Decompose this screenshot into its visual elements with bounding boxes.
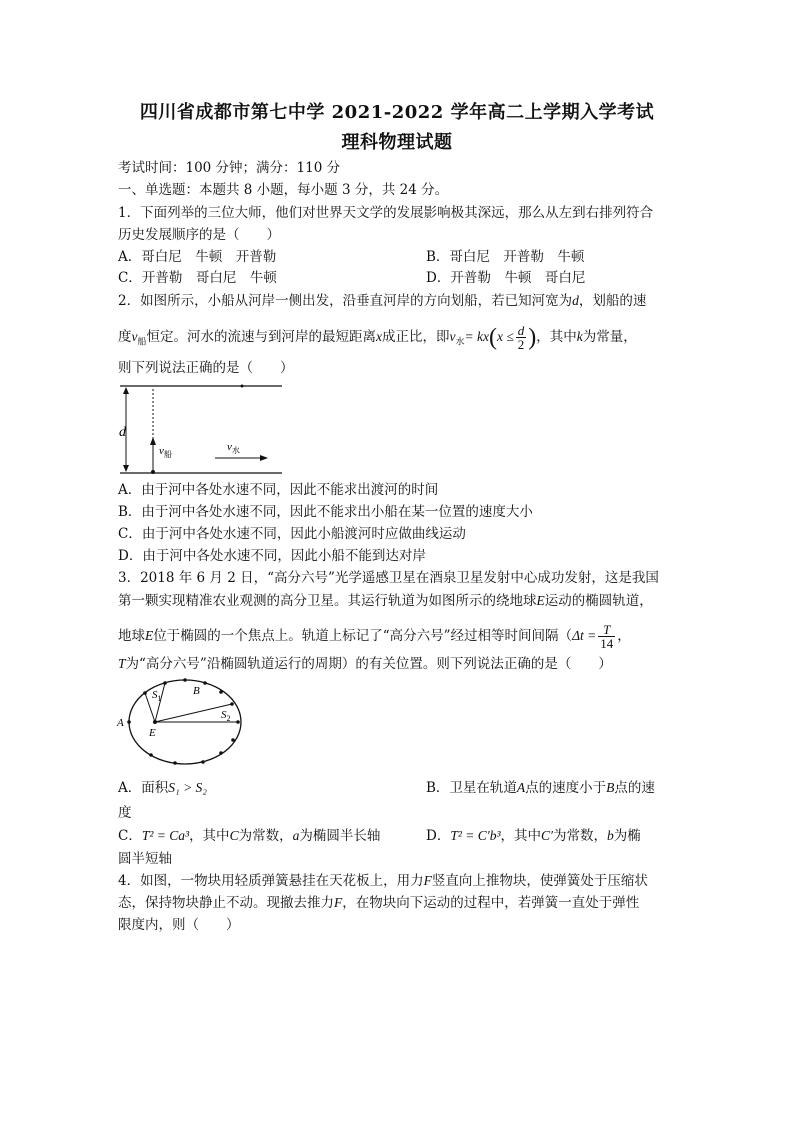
q2-stem-line2: 度$v_船$恒定。河水的流速与到河岸的最短距离x成正比，即$v_水= kx(x$ ≤ $\frac{d}{2}$ )，其中k为常量， (118, 323, 637, 352)
orbit-diagram (115, 676, 245, 772)
q1-stem-line2: 历史发展顺序的是（ ） (118, 227, 280, 243)
q1-stem-line1: 1．下面列举的三位大师，他们对世界天文学的发展影响极其深远，那么从左到右排列符合 (118, 205, 654, 221)
section-heading: 一、单选题：本题共 8 小题，每小题 3 分，共 24 分。 (118, 182, 449, 198)
exam-info: 考试时间：100 分钟；满分：110 分 (118, 160, 341, 176)
q3-option-b-wrap: 度 (118, 805, 132, 821)
river-diagram (115, 380, 285, 478)
q4-stem-line3: 限度内，则（ ） (118, 917, 240, 933)
area-s1-label: $S_1$ (152, 689, 162, 703)
q3-stem-line4: T为“高分六号”沿椭圆轨道运行的周期）的有关位置。则下列说法正确的是（ ） (118, 656, 612, 672)
orbit-point-a-label: A (117, 717, 124, 729)
q3-stem-line1: 3．2018 年 6 月 2 日，“高分六号”光学遥感卫星在酒泉卫星发射中心成功发射，这是我国 (118, 570, 659, 586)
q3-option-a: A．面积S₁ > S₂ (118, 780, 207, 796)
q4-stem-line1: 4．如图，一物块用轻质弹簧悬挂在天花板上，用力F竖直向上推物块，使弹簧处于压缩状 (118, 873, 648, 889)
q2-option-a: A．由于河中各处水速不同，因此不能求出渡河的时间 (118, 482, 439, 498)
area-s2-label: $S_2$ (221, 709, 231, 723)
q3-stem-line3: 地球E位于椭圆的一个焦点上。轨道上标记了“高分六号”经过相等时间间隔（Δt = $\frac{T}{14}$ ， (118, 622, 631, 651)
q1-option-c: C．开普勒 哥白尼 牛顿 (118, 270, 277, 286)
q1-option-d: D．开普勒 牛顿 哥白尼 (426, 270, 586, 286)
q2-fraction: $\frac{d}{2}$ (517, 323, 525, 352)
exam-title: 四川省成都市第七中学 2021-2022 学年高二上学期入学考试 (139, 102, 655, 123)
q2-option-c: C．由于河中各处水速不同，因此小船渡河时应做曲线运动 (118, 526, 466, 542)
q1-option-b: B．哥白尼 开普勒 牛顿 (426, 249, 585, 265)
q3-fraction: $\frac{T}{14}$ (600, 622, 614, 651)
q2-stem-line1: 2．如图所示，小船从河岸一侧出发，沿垂直河岸的方向划船，若已知河宽为d，划船的速 (118, 293, 647, 309)
q3-stem-line2: 第一颗实现精准农业观测的高分卫星。其运行轨道为如图所示的绕地球E运动的椭圆轨道， (118, 593, 653, 609)
earth-label: E (149, 727, 156, 739)
q4-stem-line2: 态，保持物块静止不动。现撤去推力F，在物块向下运动的过程中，若弹簧一直处于弹性 (118, 895, 640, 911)
q2-stem-line3: 则下列说法正确的是（ ） (118, 360, 294, 376)
q2-option-b: B．由于河中各处水速不同，因此不能求出小船在某一位置的速度大小 (118, 504, 533, 520)
water-velocity-label: $v_水$ (227, 441, 240, 455)
q2-option-d: D．由于河中各处水速不同，因此小船不能到达对岸 (118, 548, 426, 564)
q3-option-d-wrap: 圆半短轴 (118, 851, 172, 867)
exam-subtitle: 理科物理试题 (341, 132, 453, 153)
q3-option-b: B．卫星在轨道A点的速度小于B点的速 (426, 780, 655, 796)
q1-option-a: A．哥白尼 牛顿 开普勒 (118, 249, 277, 265)
river-width-label: d (119, 425, 126, 440)
q3-option-c: C．T² = Ca³，其中C为常数，a为椭圆半长轴 (118, 828, 381, 844)
boat-velocity-label: $v_船$ (159, 445, 172, 459)
q3-option-d: D．T² = C′b³，其中C′为常数，b为椭 (426, 828, 641, 844)
orbit-point-b-label: B (193, 685, 200, 697)
